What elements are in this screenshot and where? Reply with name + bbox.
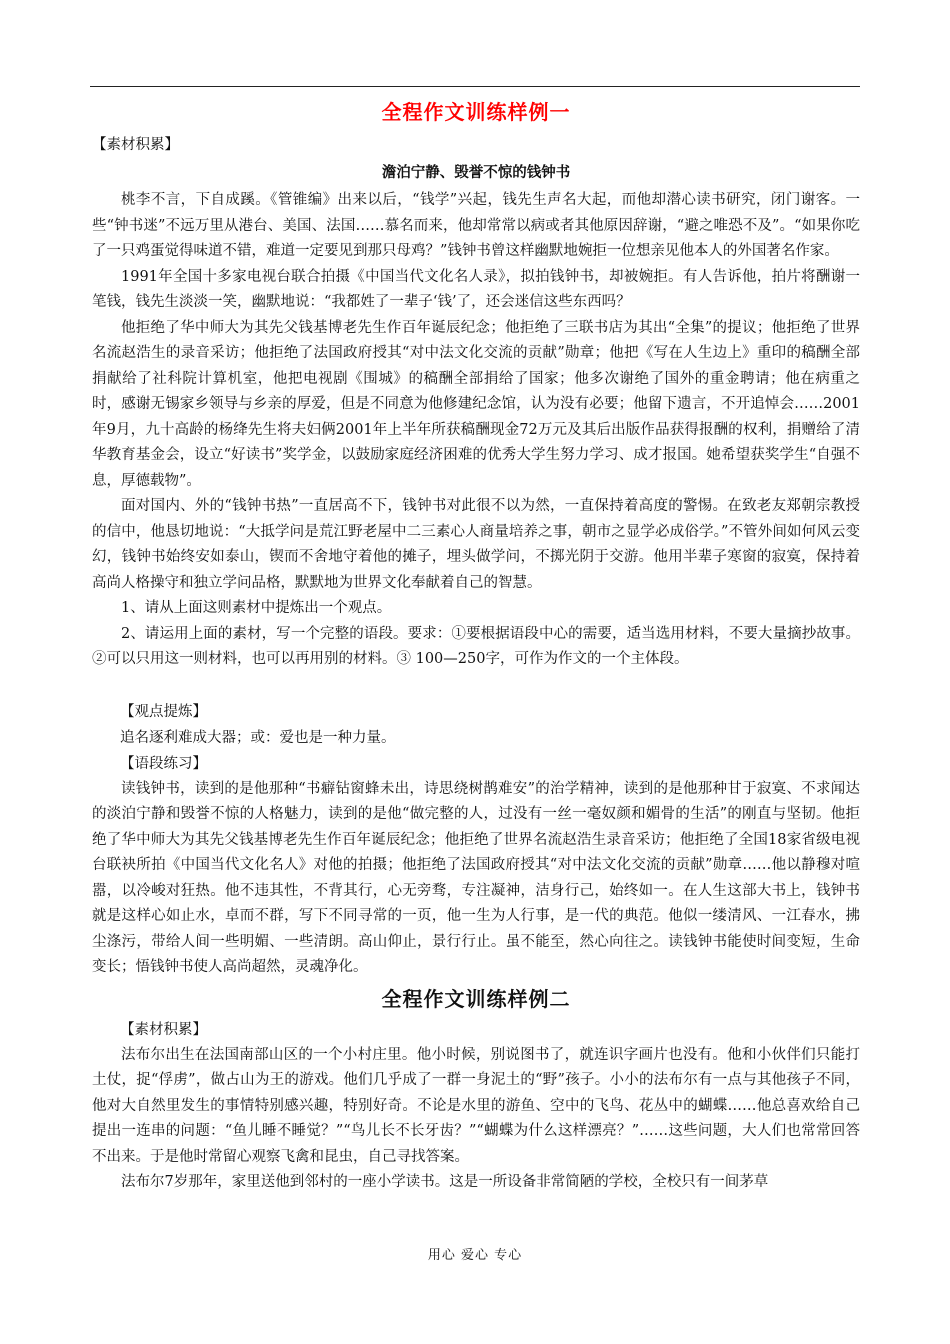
sample1-paragraph-2: 1991年全国十多家电视台联合拍摄《中国当代文化名人录》，拟拍钱钟书，却被婉拒。有人告诉他，拍片将酬谢一笔钱，钱先生淡淡一笑，幽默地说：“我都姓了一辈子‘钱’了，还会迷信这些东西吗？: [92, 268, 860, 310]
sample1-practice-label: 【语段练习】: [120, 755, 207, 772]
sample2-paragraph-2: 法布尔7岁那年，家里送他到邻村的一座小学读书。这是一所设备非常简陋的学校，全校只有一间茅草: [121, 1174, 769, 1190]
sample1-title: 全程作文训练样例一: [381, 100, 571, 124]
sample1-paragraph-1: 桃李不言，下自成蹊。《管锥编》出来以后，“钱学”兴起，钱先生声名大起，而他却潜心读书研究，闭门谢客。一些“钟书迷”不远万里从港台、美国、法国……慕名而来，他却常常以病或者其他原因辞谢，“避之唯恐不及”。“如果你吃了一只鸡蛋觉得味道不错，难道一定要见到那只母鸡？”钱钟书曾这样幽默地婉拒一位想亲见他本人的外国著名作家。: [92, 192, 860, 259]
page-footer: 用心 爱心 专心: [427, 1248, 523, 1263]
spacer: [92, 673, 860, 699]
header-rule: [90, 86, 860, 87]
sample1-paragraph-4: 面对国内、外的“钱钟书热”一直居高不下，钱钟书对此很不以为然，一直保持着高度的警惕。在致老友郑朝宗教授的信中，他恳切地说：“大抵学问是荒江野老屋中二三素心人商量培养之事，朝市之显学必成俗学。”不管外间如何风云变幻，钱钟书始终安如泰山，锲而不舍地守着他的摊子，埋头做学问，不掷光阴于交游。他用半辈子寒窗的寂寞，保持着高尚人格操守和独立学问品格，默默地为世界文化奉献着自己的智慧。: [92, 498, 860, 591]
sample1-view-text: 追名逐利难成大器；或：爱也是一种力量。: [120, 729, 396, 746]
document-page: [92, 92, 860, 1196]
sample1-subtitle: 澹泊宁静、毁誉不惊的钱钟书: [381, 164, 571, 181]
sample1-paragraph-3: 他拒绝了华中师大为其先父钱基博老先生作百年诞辰纪念；他拒绝了三联书店为其出“全集”的提议；他拒绝了世界名流赵浩生的录音采访；他拒绝了法国政府授其“对中法文化交流的贡献”勋章；他把《写在人生边上》重印的稿酬全部捐献给了社科院计算机室，他把电视剧《围城》的稿酬全部捐给了国家；他多次谢绝了国外的重金聘请；他在病重之时，感谢无锡家乡领导与乡亲的厚爱，但是不同意为他修建纪念馆，认为没有必要；他留下遗言，不开追悼会……2001年9月，九十高龄的杨绛先生将夫妇俩2001年上半年所获稿酬现金72万元及其后出版作品获得报酬的权利，捐赠给了清华教育基金会，设立“好读书”奖学金，以鼓励家庭经济困难的优秀大学生努力学习、成才报国。她希望获奖学生“自强不息，厚德载物”。: [92, 319, 860, 489]
sample1-question-1: 1、请从上面这则素材中提炼出一个观点。: [121, 600, 392, 616]
sample2-title: 全程作文训练样例二: [381, 986, 571, 1011]
sample2-material-label: 【素材积累】: [120, 1021, 207, 1038]
sample2-paragraph-1: 法布尔出生在法国南部山区的一个小村庄里。他小时候，别说图书了，就连识字画片也没有。他和小伙伴们只能打土仗，捉“俘虏”，做占山为王的游戏。他们几乎成了一群一身泥土的“野”孩子。小小的法布尔有一点与其他孩子不同，他对大自然里发生的事情特别感兴趣，特别好奇。不论是水里的游鱼、空中的飞鸟、花丛中的蝴蝶……他总喜欢给自己提出一连串的问题：“鱼儿睡不睡觉？”“鸟儿长不长牙齿？”“蝴蝶为什么这样漂亮？”……这些问题，大人们也常常回答不出来。于是他时常留心观察飞禽和昆虫，自己寻找答案。: [92, 1046, 860, 1165]
sample1-material-label: 【素材积累】: [92, 137, 179, 153]
sample1-question-2: 2、请运用上面的素材，写一个完整的语段。要求：①要根据语段中心的需要，适当选用材料，不要大量摘抄故事。②可以只用这一则材料，也可以再用别的材料。③ 100—250字，可作为作文的一个主体段。: [92, 625, 860, 667]
sample1-view-label: 【观点提炼】: [120, 703, 207, 720]
sample1-practice-text: 读钱钟书，读到的是他那种“书癖钻窗蜂未出，诗思绕树鹊难安”的治学精神，读到的是他那种甘于寂寞、不求闻达的淡泊宁静和毁誉不惊的人格魅力，读到的是他“做完整的人，过没有一丝一毫奴颜和媚骨的生活”的刚直与坚韧。他拒绝了华中师大为其先父钱基博老先生作百年诞辰纪念；他拒绝了世界名流赵浩生录音采访；他拒绝了全国18家省级电视台联袂所拍《中国当代文化名人》对他的拍摄；他拒绝了法国政府授其“对中法文化交流的贡献”勋章……他以静穆对喧嚣，以冷峻对狂热。他不违其性，不背其行，心无旁骛，专注凝神，洁身行己，始终如一。在人生这部大书上，钱钟书就是这样心如止水，卓而不群，写下不同寻常的一页，他一生为人行事，是一代的典范。他似一缕清风、一江春水，拂尘涤污，带给人间一些明媚、一些清朗。高山仰止，景行行止。虽不能至，然心向往之。读钱钟书能使时间变短，生命变长；悟钱钟书使人高尚超然，灵魂净化。: [92, 780, 860, 975]
